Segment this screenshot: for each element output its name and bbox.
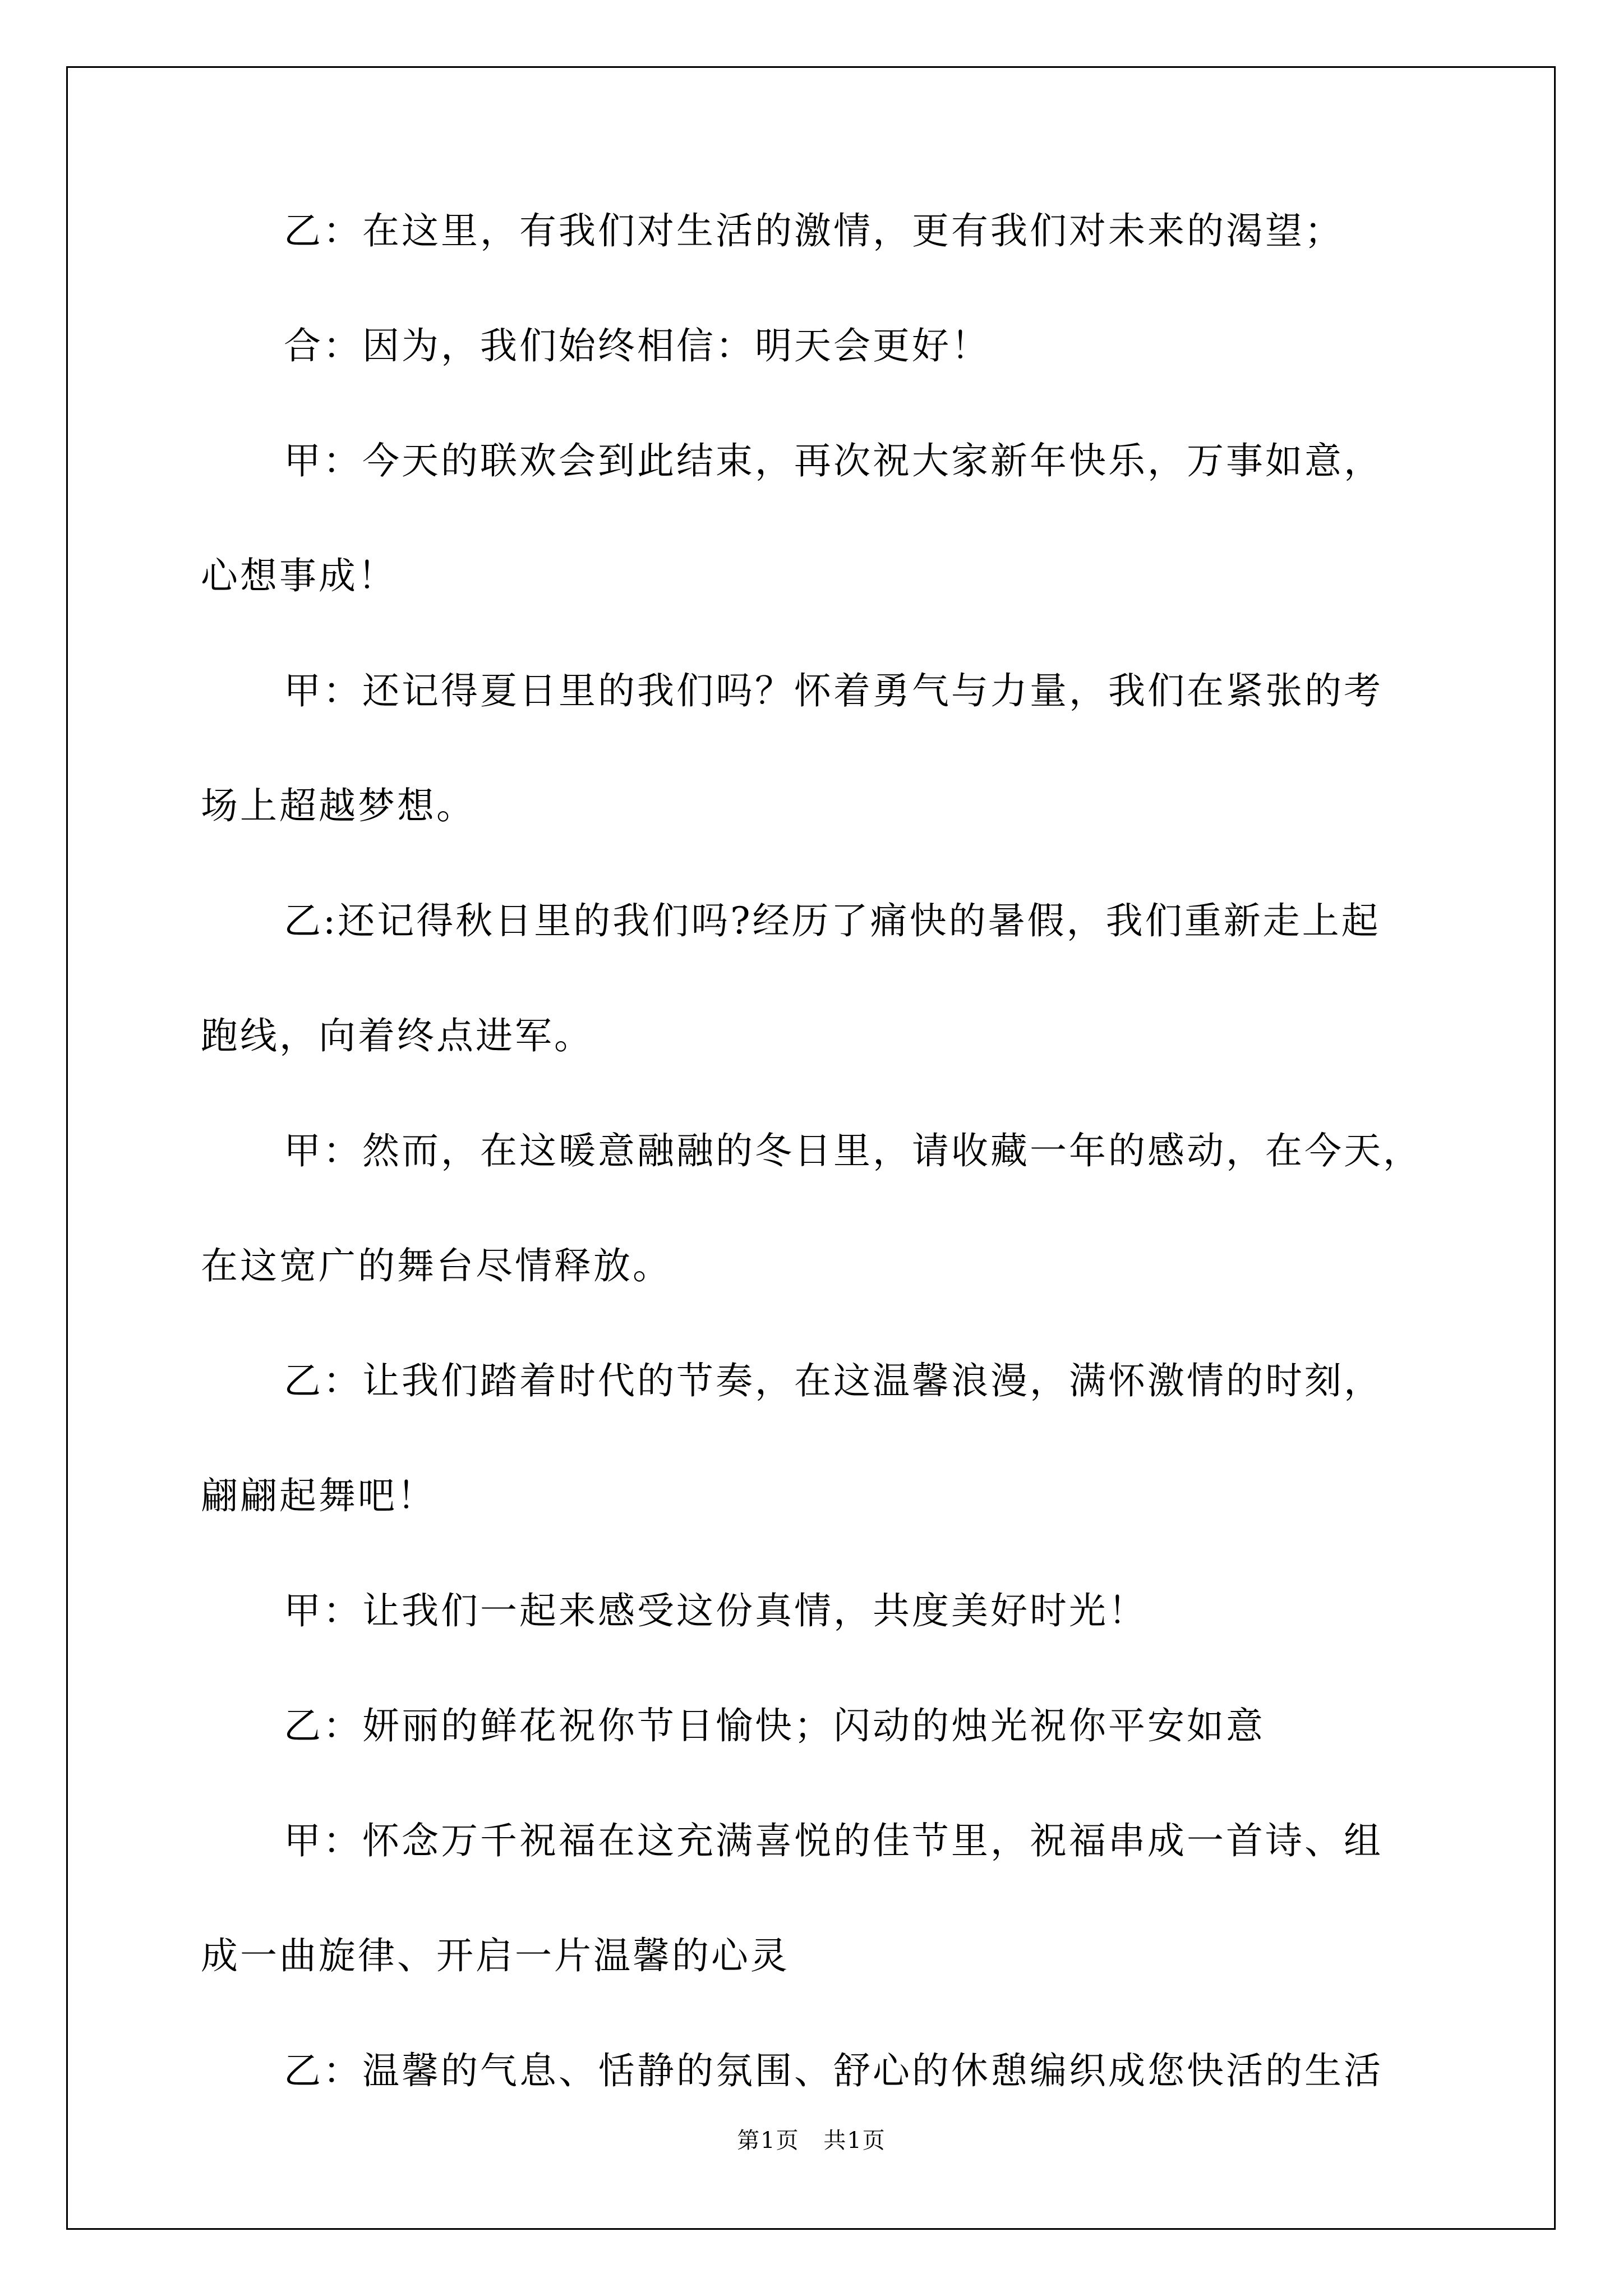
paragraph-1-text: 乙：在这里，有我们对生活的激情，更有我们对未来的渴望； <box>284 209 1344 252</box>
page-footer <box>0 2123 1623 2155</box>
paragraph-7-line-2: 翩翩起舞吧！ <box>201 1474 436 1517</box>
paragraph-5 <box>201 892 1435 1065</box>
document-body <box>201 202 1435 2157</box>
page-number: 第1页 <box>737 2128 800 2154</box>
paragraph-9 <box>201 1697 1435 1755</box>
paragraph-4 <box>201 662 1435 835</box>
paragraph-11-text: 乙：温馨的气息、恬静的氛围、舒心的休憩编织成您快活的生活 <box>284 2049 1383 2092</box>
paragraph-10-line-2: 成一曲旋律、开启一片温馨的心灵 <box>201 1934 790 1977</box>
paragraph-4-line-1: 甲：还记得夏日里的我们吗？怀着勇气与力量，我们在紧张的考 <box>284 669 1383 712</box>
paragraph-6 <box>201 1122 1435 1295</box>
paragraph-10-line-1: 甲：怀念万千祝福在这充满喜悦的佳节里，祝福串成一首诗、组 <box>284 1819 1383 1862</box>
page-total: 共1页 <box>823 2128 886 2154</box>
paragraph-8-text: 甲：让我们一起来感受这份真情，共度美好时光！ <box>284 1589 1147 1632</box>
paragraph-8 <box>201 1582 1435 1640</box>
paragraph-7 <box>201 1352 1435 1525</box>
paragraph-5-line-1: 乙:还记得秋日里的我们吗?经历了痛快的暑假，我们重新走上起 <box>284 899 1381 942</box>
paragraph-3-line-2: 心想事成！ <box>201 554 397 597</box>
paragraph-2-text: 合：因为，我们始终相信：明天会更好！ <box>284 324 990 367</box>
paragraph-6-line-1: 甲：然而，在这暖意融融的冬日里，请收藏一年的感动，在今天， <box>284 1129 1422 1172</box>
paragraph-4-line-2: 场上超越梦想。 <box>201 784 476 827</box>
paragraph-5-line-2: 跑线，向着终点进军。 <box>201 1014 593 1057</box>
paragraph-2 <box>201 317 1435 375</box>
paragraph-10 <box>201 1812 1435 1985</box>
paragraph-7-line-1: 乙：让我们踏着时代的节奏，在这温馨浪漫，满怀激情的时刻， <box>284 1359 1383 1402</box>
paragraph-6-line-2: 在这宽广的舞台尽情释放。 <box>201 1244 672 1287</box>
paragraph-3 <box>201 432 1435 605</box>
paragraph-9-text: 乙：妍丽的鲜花祝你节日愉快；闪动的烛光祝你平安如意 <box>284 1704 1265 1747</box>
paragraph-11 <box>201 2042 1435 2100</box>
paragraph-3-line-1: 甲：今天的联欢会到此结束，再次祝大家新年快乐，万事如意， <box>284 439 1383 482</box>
paragraph-1 <box>201 202 1435 260</box>
